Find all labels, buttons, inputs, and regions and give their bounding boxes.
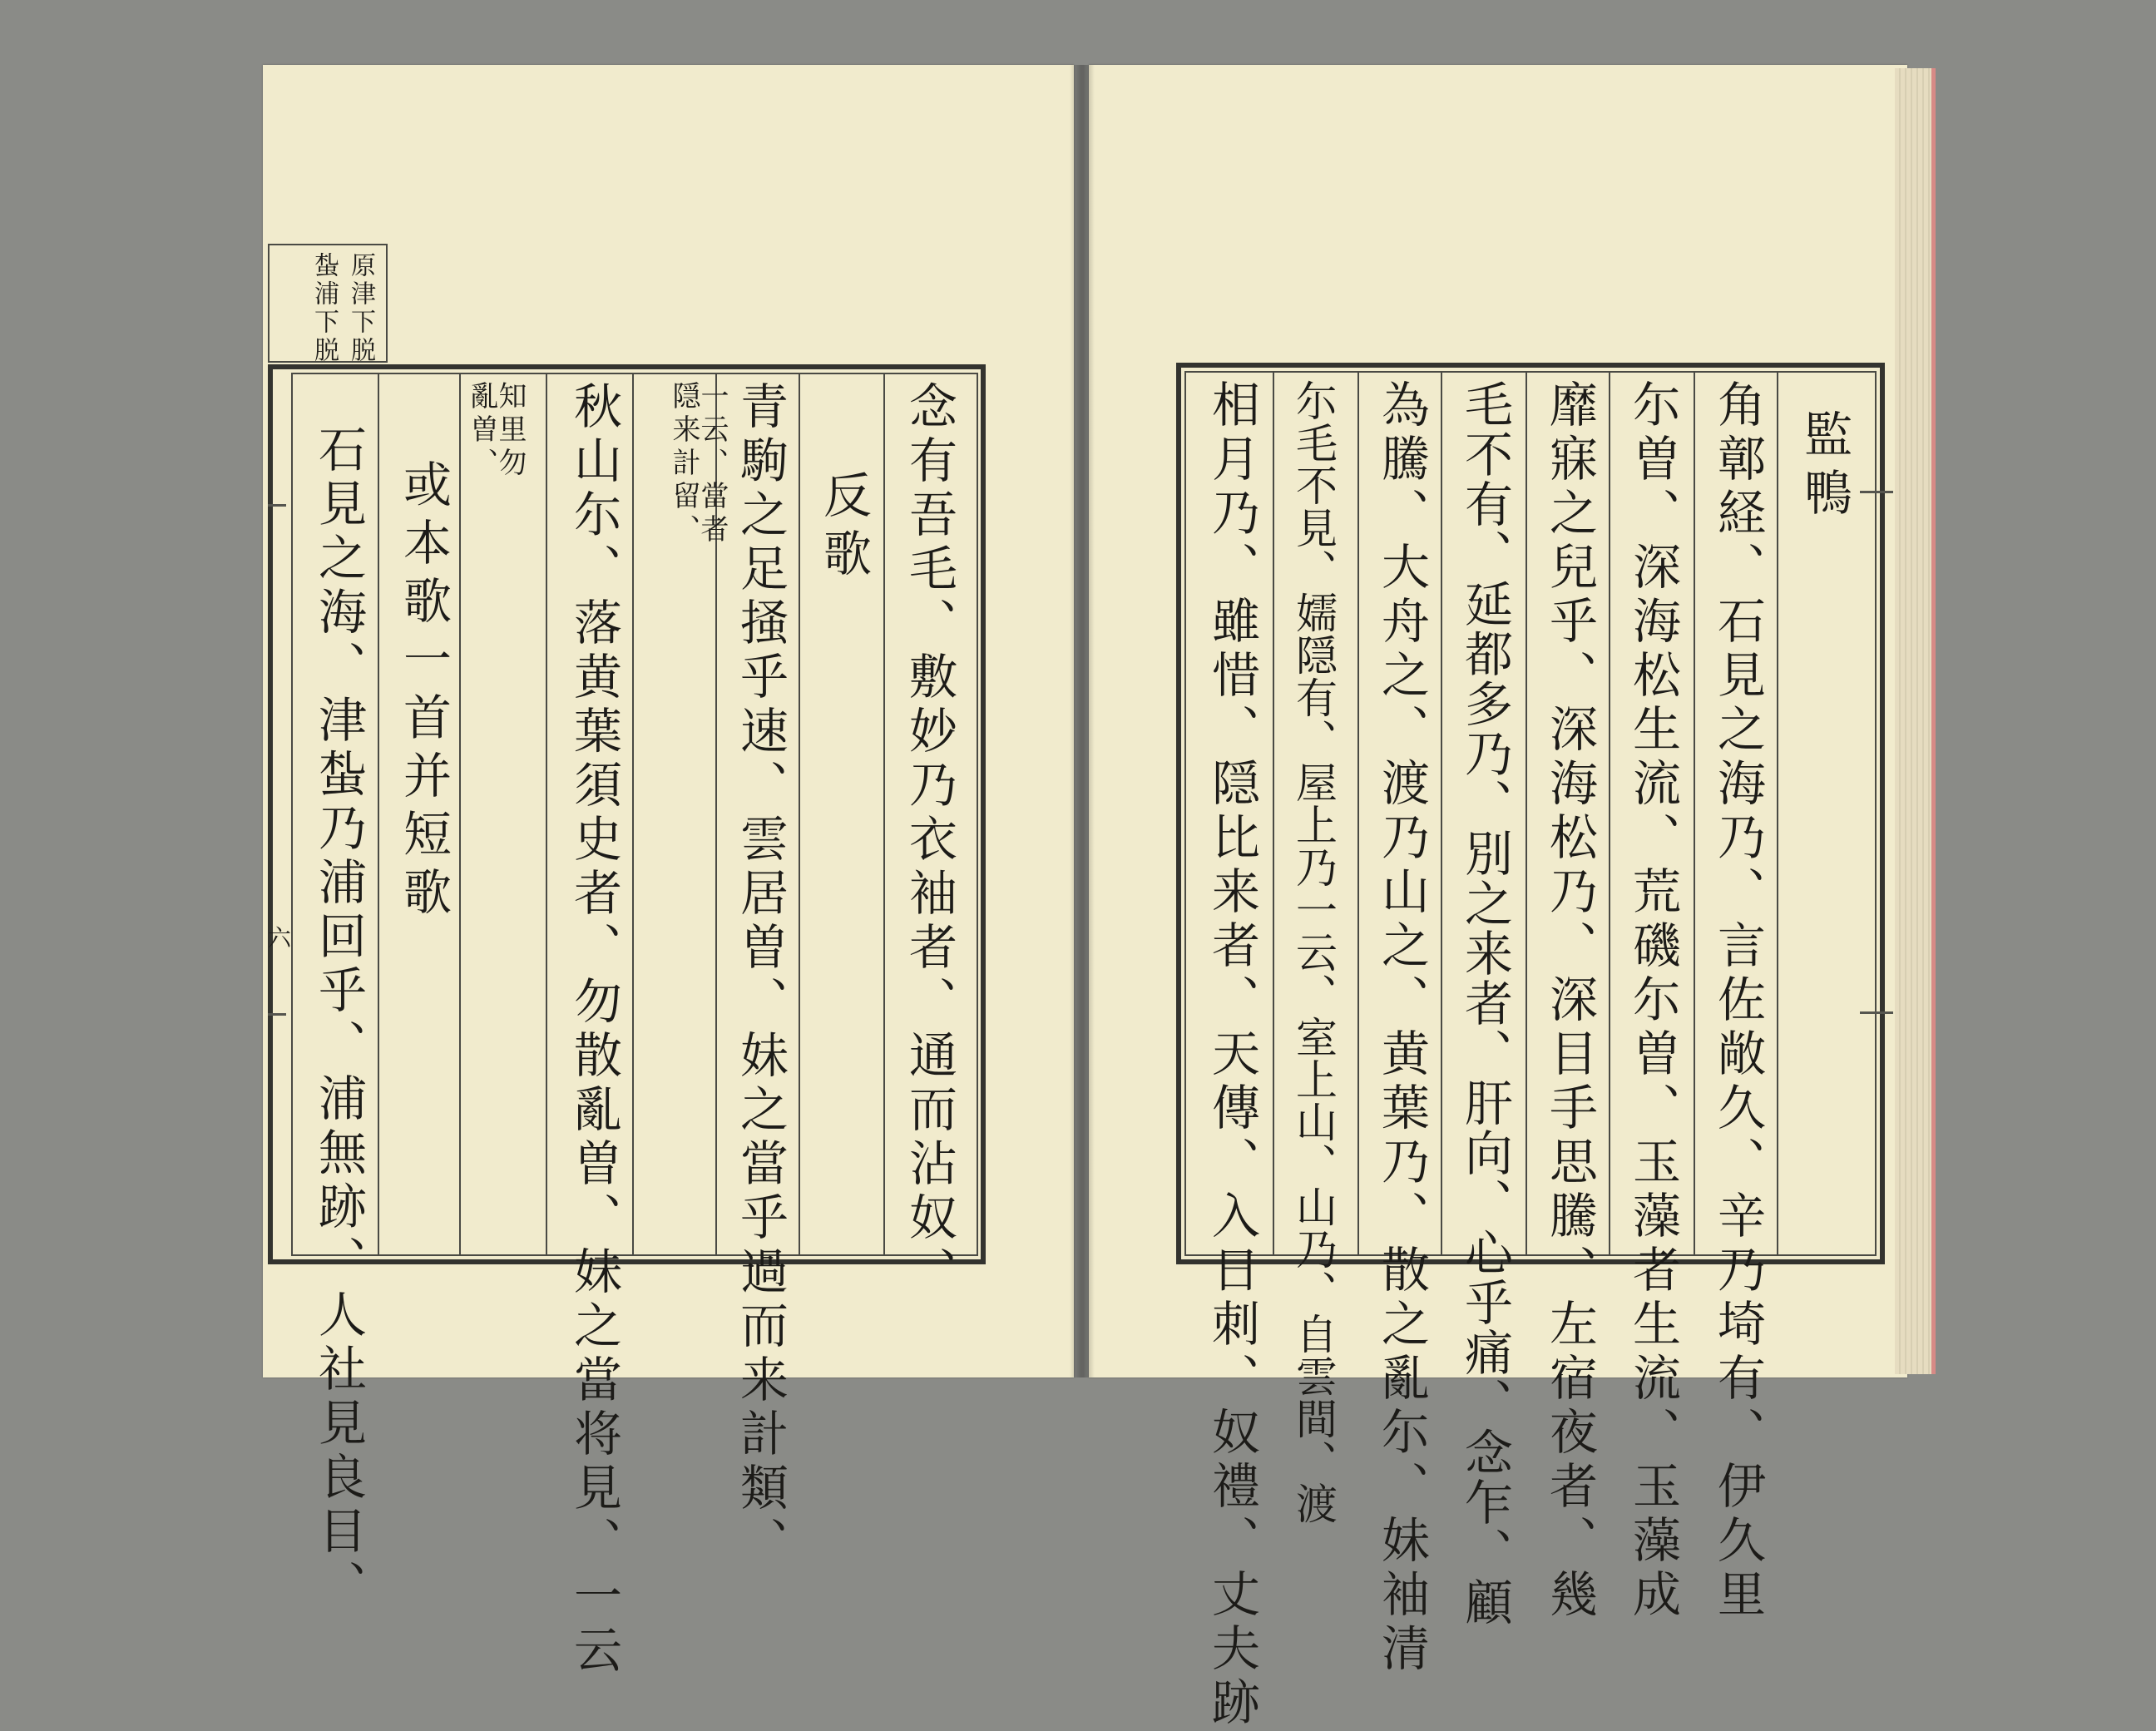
right-column-8: 相月乃、雖惜、隠比来者、天傳、入日刺、奴禮、丈夫跡 xyxy=(1204,379,1260,1731)
right-column-rule xyxy=(1777,371,1778,1256)
left-column-rule xyxy=(632,373,634,1256)
right-column-3: 尓曽、深海松生流、荒磯尓曽、玉藻者生流、玉藻成 xyxy=(1624,379,1681,1623)
right-column-rule xyxy=(1273,371,1274,1256)
right-column-rule xyxy=(1441,371,1442,1256)
left-column-5: 秋山尓、落黄葉須史者、勿散亂曽、妹之當将見、一云 xyxy=(566,381,622,1679)
left-column-rule xyxy=(459,373,461,1256)
left-page-header-box xyxy=(268,244,388,363)
left-column-4: 一云、當者隠来計留、 xyxy=(667,381,729,547)
right-column-rule xyxy=(1694,371,1695,1256)
left-edge-mark xyxy=(268,504,286,507)
left-column-7: 或本歌一首并短歌 xyxy=(395,459,452,925)
header-line-2: 蚻浦下脱 xyxy=(309,252,339,365)
left-column-2: 反歌 xyxy=(815,470,872,586)
left-page-inner-frame xyxy=(291,373,978,1256)
left-column-rule xyxy=(883,373,885,1256)
left-edge-mark-lower xyxy=(268,1013,286,1016)
left-column-rule xyxy=(546,373,547,1256)
right-column-4: 靡寐之兒乎、深海松乃、深目手思騰、左宿夜者、幾 xyxy=(1541,379,1598,1623)
left-column-6: 知里勿亂曽、 xyxy=(465,381,527,481)
right-column-2: 角鄣経、石見之海乃、言佐敞久、辛乃埼有、伊久里 xyxy=(1709,379,1766,1623)
left-column-3: 青駒之足掻乎速、雲居曽、妹之當乎過而来計類、 xyxy=(732,381,789,1570)
left-column-8: 石見之海、津蚻乃浦回乎、浦無跡、人社見良目、 xyxy=(310,424,367,1614)
right-column-6: 為騰、大舟之、渡乃山之、黄葉乃、散之亂尓、妹袖清 xyxy=(1373,379,1430,1677)
right-page-inner-frame xyxy=(1184,371,1877,1256)
right-column-rule xyxy=(1526,371,1527,1256)
left-column-1: 念有吾毛、敷妙乃衣袖者、通而沾奴、 xyxy=(901,381,957,1300)
right-edge-mark xyxy=(1860,491,1893,493)
right-column-1: 監鴨 xyxy=(1796,409,1852,526)
left-column-rule xyxy=(378,373,379,1256)
right-column-rule xyxy=(1357,371,1359,1256)
header-line-1: 原津下脱 xyxy=(346,252,375,365)
page-edges xyxy=(1895,68,1936,1374)
right-column-rule xyxy=(1609,371,1610,1256)
right-column-7: 尓毛不見、嬬隠有、屋上乃一云、室上山、山乃、自雲間、渡 xyxy=(1289,379,1338,1525)
left-column-rule xyxy=(799,373,800,1256)
right-column-5: 毛不有、延都多乃、別之来者、肝向、心乎痛、念乍、顧 xyxy=(1456,379,1513,1627)
page-number: 六 xyxy=(268,924,292,952)
right-edge-mark-lower xyxy=(1860,1011,1893,1014)
book-spine xyxy=(1070,65,1095,1377)
